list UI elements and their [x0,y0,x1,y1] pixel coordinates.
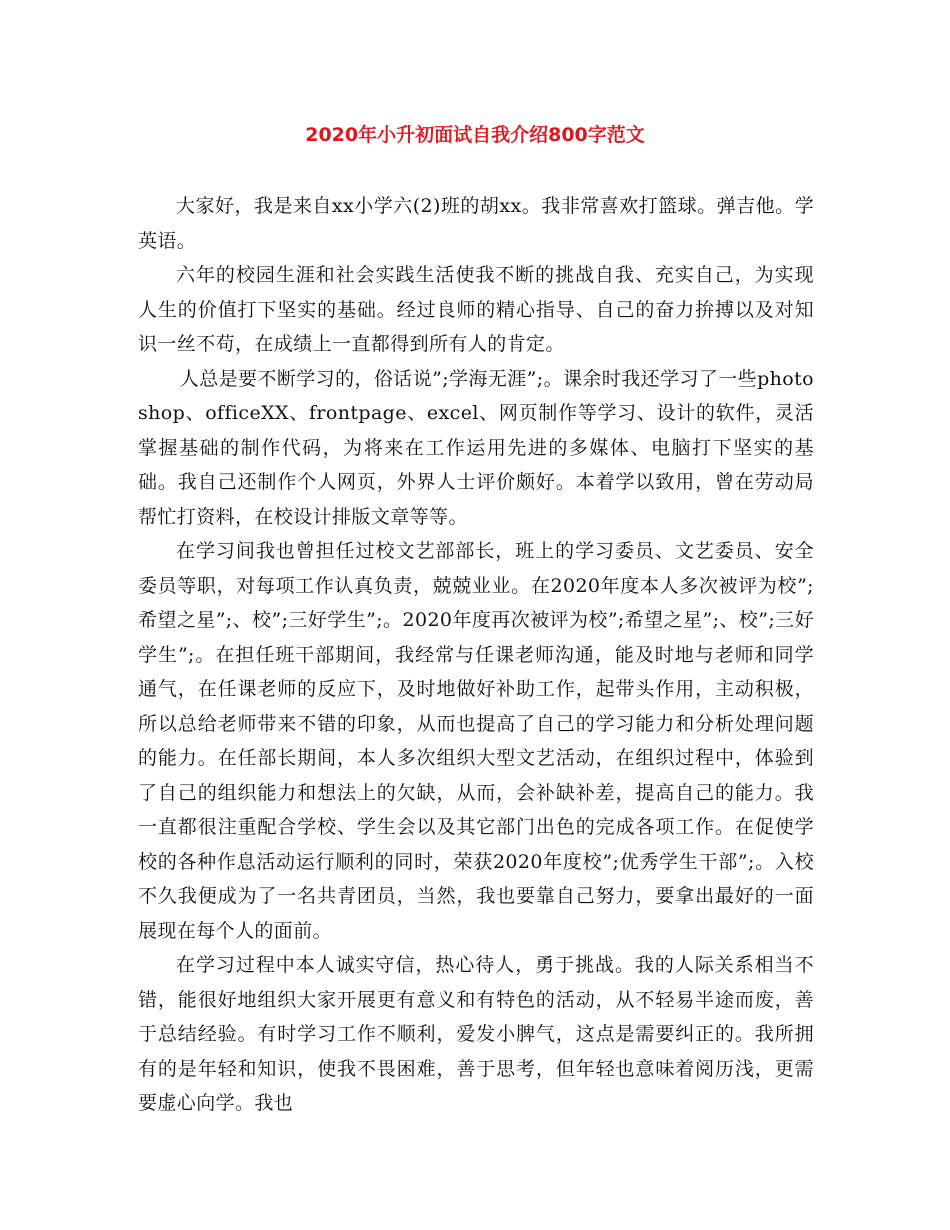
document-body [138,189,814,1121]
paragraph-school-life: 六年的校园生涯和社会实践生活使我不断的挑战自我、充实自己，为实现人生的价值打下坚实的基础。经过良师的精心指导、自己的奋力拚搏以及对知识一丝不苟，在成绩上一直都得到所有人的肯定。 [138,264,814,355]
paragraph-intro: 大家好，我是来自xx小学六(2)班的胡xx。我非常喜欢打篮球。弹吉他。学英语。 [138,195,814,252]
document-title: 2020年小升初面试自我介绍800字范文 [305,124,645,146]
paragraph-learning-skills: 人总是要不断学习的，俗话说”;学海无涯”;。课余时我还学习了一些photoshop、officeXX、frontpage、excel、网页制作等学习、设计的软件，灵活掌握基础的制作代码，为将来在工作运用先进的多媒体、电脑打下坚实的基础。我自己还制作个人网页，外界人士评价颇好。本着学以致用，曾在劳动局帮忙打资料，在校设计排版文章等等。 [138,367,814,528]
paragraph-personality: 在学习过程中本人诚实守信，热心待人，勇于挑战。我的人际关系相当不错，能很好地组织大家开展更有意义和有特色的活动，从不轻易半途而废，善于总结经验。有时学习工作不顺利，爱发小脾气，这点是需要纠正的。我所拥有的是年轻和知识，使我不畏困难，善于思考，但年轻也意味着阅历浅，更需要虚心向学。我也 [138,954,814,1114]
paragraph-leadership: 在学习间我也曾担任过校文艺部部长，班上的学习委员、文艺委员、安全委员等职，对每项工作认真负责，兢兢业业。在2020年度本人多次被评为校”;希望之星”;、校”;三好学生”;。2020年度再次被评为校”;希望之星”;、校”;三好学生”;。在担任班干部期间，我经常与任课老师沟通，能及时地与老师和同学通气，在任课老师的反应下，及时地做好补助工作，起带头作用，主动积极，所以总给老师带来不错的印象，从而也提高了自己的学习能力和分析处理问题的能力。在任部长期间，本人多次组织大型文艺活动，在组织过程中，体验到了自己的组织能力和想法上的欠缺，从而，会补缺补差，提高自己的能力。我一直都很注重配合学校、学生会以及其它部门出色的完成各项工作。在促使学校的各种作息活动运行顺利的同时，荣获2020年度校”;优秀学生干部”;。入校不久我便成为了一名共青团员，当然，我也要靠自己努力，要拿出最好的一面展现在每个人的面前。 [138,540,814,942]
